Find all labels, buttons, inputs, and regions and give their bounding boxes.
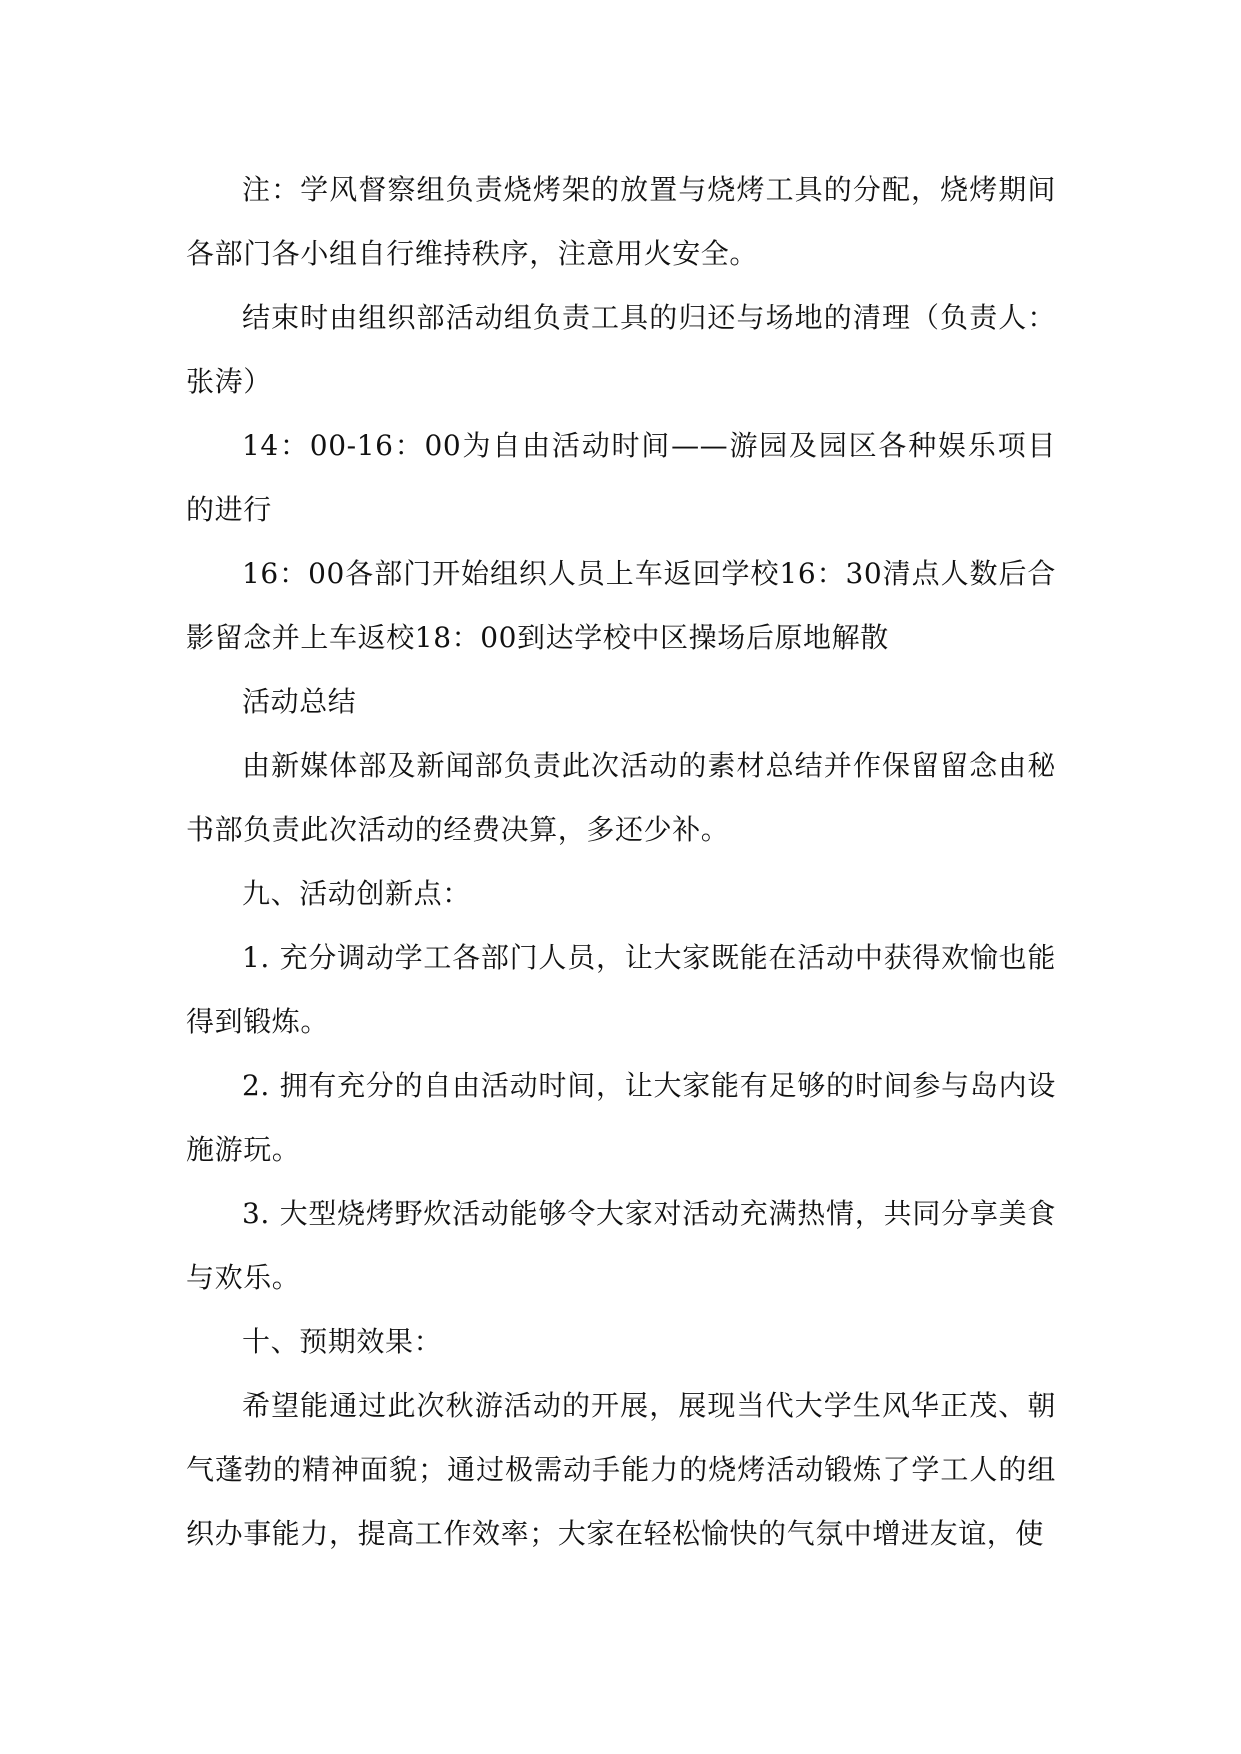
paragraph-return: 16：00各部门开始组织人员上车返回学校16：30清点人数后合影留念并上车返校18：00到达学校中区操场后原地解散 — [186, 557, 1056, 654]
paragraph-note: 注：学风督察组负责烧烤架的放置与烧烤工具的分配，烧烤期间各部门各小组自行维持秩序，注意用火安全。 — [186, 173, 1056, 270]
paragraph-free-time: 14：00-16：00为自由活动时间——游园及园区各种娱乐项目的进行 — [186, 429, 1056, 526]
list-item-innovation-3: 3. 大型烧烤野炊活动能够令大家对活动充满热情，共同分享美食与欢乐。 — [186, 1197, 1056, 1294]
paragraph-summary: 由新媒体部及新闻部负责此次活动的素材总结并作保留留念由秘书部负责此次活动的经费决算，多还少补。 — [186, 749, 1056, 846]
list-item-innovation-1: 1. 充分调动学工各部门人员，让大家既能在活动中获得欢愉也能得到锻炼。 — [186, 941, 1056, 1038]
list-item-innovation-2: 2. 拥有充分的自由活动时间，让大家能有足够的时间参与岛内设施游玩。 — [186, 1069, 1056, 1166]
paragraph-cleanup: 结束时由组织部活动组负责工具的归还与场地的清理（负责人：张涛） — [186, 301, 1056, 398]
paragraph-summary-heading: 活动总结 — [242, 685, 357, 718]
document-body — [186, 158, 1056, 1566]
section-heading-expected-effect: 十、预期效果： — [242, 1325, 443, 1358]
section-heading-innovation: 九、活动创新点： — [242, 877, 471, 910]
paragraph-expected-effect: 希望能通过此次秋游活动的开展，展现当代大学生风华正茂、朝气蓬勃的精神面貌；通过极需动手能力的烧烤活动锻炼了学工人的组织办事能力，提高工作效率；大家在轻松愉快的气氛中增进友谊，使 — [186, 1389, 1056, 1550]
